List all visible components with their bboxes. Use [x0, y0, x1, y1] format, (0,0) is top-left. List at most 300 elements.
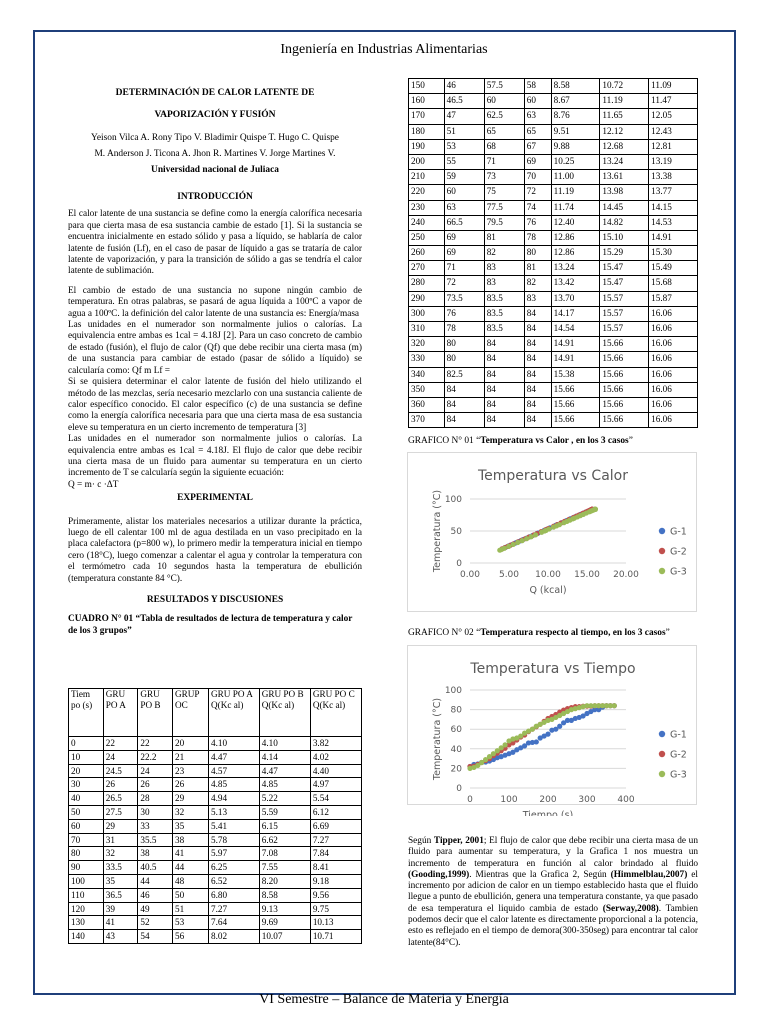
table-cell: 33: [138, 819, 173, 833]
data-point-g3: [511, 542, 516, 547]
table-cell: 53: [444, 139, 484, 154]
table-cell: 84: [524, 337, 551, 352]
table-cell: 13.70: [551, 291, 600, 306]
table-cell: 84: [444, 382, 484, 397]
university: Universidad nacional de Juliaca: [151, 165, 279, 175]
x-tick-label: 20.00: [613, 570, 639, 580]
table-row: [409, 322, 698, 337]
table-cell: 65: [524, 124, 551, 139]
table-cell: 35: [173, 819, 209, 833]
legend-label-g2: G-2: [670, 546, 687, 558]
table-cell: 13.42: [551, 276, 600, 291]
table-cell: 28: [138, 792, 173, 806]
table-cell: 84: [524, 397, 551, 412]
results-table-part2: [408, 78, 698, 428]
table-cell: 13.24: [551, 261, 600, 276]
y-tick-label: 40: [450, 744, 462, 755]
table-cell: 69: [444, 246, 484, 261]
table-cell: 57.5: [484, 79, 524, 94]
table-cell: 7.27: [310, 833, 361, 847]
table-cell: 9.75: [310, 902, 361, 916]
table-cell: 8.58: [259, 888, 310, 902]
table-cell: 83.5: [484, 322, 524, 337]
table-cell: 12.86: [551, 246, 600, 261]
table-cell: 56: [173, 930, 209, 944]
table-cell: 16.06: [649, 352, 698, 367]
y-tick-label: 100: [444, 686, 462, 696]
experimental-paragraph: Primeramente, alistar los materiales necesarios a utilizar durante la práctica, luego de ell calentar 100 ml de agua destilada en un vaso precipitado en la placa calefactora (p=800 w), lo primero medir la temperatura inicial en tiempo cero (18°C), luego comenzar a calentar el agua y controlar la temperatura con el termómetro cada 10 segundos hasta la temperatura de ebullición (temperatura constante 84 °C).: [68, 516, 362, 584]
table-cell: 77.5: [484, 200, 524, 215]
paper-title-line1: DETERMINACIÓN DE CALOR LATENTE DE: [115, 88, 315, 98]
x-tick-label: 100: [500, 795, 518, 805]
table-cell: 16.06: [649, 382, 698, 397]
table-cell: 7.55: [259, 861, 310, 875]
table-cell: 12.68: [600, 139, 649, 154]
intro-paragraph-2: El cambio de estado de una sustancia no supone ningún cambio de temperatura. En otras palabras, se pasará de agua líquida a 100ºC a vapor de agua a 100ºC. la definición del calor latente de una sustancia es: Energía/masa: [68, 285, 362, 319]
table-cell: 12.81: [649, 139, 698, 154]
table-cell: 140: [69, 930, 104, 944]
legend-label-g3: G-3: [670, 566, 687, 578]
table-cell: 180: [409, 124, 445, 139]
data-point-g1: [545, 732, 550, 737]
table-cell: 26: [103, 778, 138, 792]
table-cell: 83: [524, 291, 551, 306]
table-cell: 60: [484, 94, 524, 109]
table-cell: 9.18: [310, 874, 361, 888]
x-tick-label: 400: [617, 795, 635, 805]
data-point-g3: [593, 507, 598, 512]
table-cell: 38: [173, 833, 209, 847]
table-header-cell: GRU PO A: [103, 689, 138, 737]
data-point-g3: [529, 534, 534, 539]
graph1-caption-title: Temperatura vs Calor , en los 3 casos: [480, 436, 629, 446]
table-cell: 63: [444, 200, 484, 215]
table-cell: 5.97: [209, 847, 260, 861]
table-cell: 260: [409, 246, 445, 261]
table-cell: 16.06: [649, 413, 698, 428]
table-cell: 8.41: [310, 861, 361, 875]
table-cell: 11.00: [551, 170, 600, 185]
table-cell: 100: [69, 874, 104, 888]
table-cell: 47: [444, 109, 484, 124]
legend-marker-g1: [659, 528, 665, 534]
table-row: [409, 79, 698, 94]
table-cell: 75: [484, 185, 524, 200]
table-cell: 15.66: [551, 382, 600, 397]
table-cell: 36.5: [103, 888, 138, 902]
chart-temp-vs-time: [407, 645, 697, 816]
data-point-g3: [524, 536, 529, 541]
table-cell: 5.54: [310, 792, 361, 806]
graph1-caption-end: ”: [628, 436, 633, 446]
table-cell: 15.66: [600, 413, 649, 428]
table-cell: 63: [524, 109, 551, 124]
table-cell: 84: [484, 413, 524, 428]
table-cell: 4.47: [259, 764, 310, 778]
table-cell: 14.82: [600, 215, 649, 230]
table-cell: 55: [444, 154, 484, 169]
citation-tipper: Tipper, 2001: [433, 836, 484, 846]
legend-label-g1: G-1: [670, 729, 687, 741]
table-cell: 23: [173, 764, 209, 778]
table-cell: 80: [69, 847, 104, 861]
table-cell: 15.38: [551, 367, 600, 382]
y-tick-label: 60: [450, 725, 462, 736]
table-cell: 83.5: [484, 291, 524, 306]
table-cell: 4.94: [209, 792, 260, 806]
data-point-g1: [534, 739, 539, 744]
table-cell: 4.97: [310, 778, 361, 792]
table-cell: 4.85: [259, 778, 310, 792]
table-cell: 43: [103, 930, 138, 944]
table-cell: 370: [409, 413, 445, 428]
table-cell: 74: [524, 200, 551, 215]
table-cell: 15.68: [649, 276, 698, 291]
table-cell: 67: [524, 139, 551, 154]
table-cell: 6.80: [209, 888, 260, 902]
table-cell: 84: [484, 337, 524, 352]
table-cell: 9.88: [551, 139, 600, 154]
table-cell: 80: [444, 337, 484, 352]
table-cell: 11.19: [551, 185, 600, 200]
table-cell: 0: [69, 737, 104, 751]
table-cell: 44: [138, 874, 173, 888]
table-cell: 4.10: [209, 737, 260, 751]
table-cell: 15.30: [649, 246, 698, 261]
table-cell: 12.05: [649, 109, 698, 124]
data-point-g3: [506, 544, 511, 549]
table-cell: 50: [69, 805, 104, 819]
table-cell: 9.13: [259, 902, 310, 916]
table-cell: 190: [409, 139, 445, 154]
table-cell: 79.5: [484, 215, 524, 230]
table-header-cell: Tiem po (s): [69, 689, 104, 737]
table-cell: 4.47: [209, 750, 260, 764]
table-cell: 72: [444, 276, 484, 291]
x-axis-label: Q (kcal): [529, 585, 567, 596]
table-cell: 220: [409, 185, 445, 200]
data-point-g1: [557, 724, 562, 729]
table-cell: 22: [103, 737, 138, 751]
table-cell: 11.19: [600, 94, 649, 109]
table-header-row: [69, 689, 362, 737]
table-cell: 8.02: [209, 930, 260, 944]
table-cell: 35: [103, 874, 138, 888]
table-cell: 280: [409, 276, 445, 291]
experimental-heading: EXPERIMENTAL: [177, 493, 253, 504]
table-cell: 24: [138, 764, 173, 778]
table-cell: 15.57: [600, 291, 649, 306]
table-cell: 54: [138, 930, 173, 944]
table-row: [69, 902, 362, 916]
table-row: [409, 124, 698, 139]
table-cell: 10.25: [551, 154, 600, 169]
table-row: [69, 778, 362, 792]
table-cell: 84: [484, 352, 524, 367]
table-cell: 14.53: [649, 215, 698, 230]
citation-serway: (Serway,2008): [602, 903, 659, 914]
table-row: [69, 888, 362, 902]
chart-title: Temperatura vs Calor: [477, 468, 629, 484]
table-cell: 29: [103, 819, 138, 833]
page-header: Ingeniería en Industrias Alimentarias: [280, 42, 488, 57]
table-header-cell: GRU PO C Q(Kc al): [310, 689, 361, 737]
table-cell: 82: [524, 276, 551, 291]
table-cell: 13.19: [649, 154, 698, 169]
table-row: [409, 139, 698, 154]
table-cell: 12.12: [600, 124, 649, 139]
table-cell: 49: [138, 902, 173, 916]
chart-temp-vs-heat-svg: [408, 453, 698, 613]
table-cell: 83: [484, 276, 524, 291]
table-cell: 73.5: [444, 291, 484, 306]
table-cell: 13.98: [600, 185, 649, 200]
table-cell: 14.45: [600, 200, 649, 215]
chart-temp-vs-heat: [407, 452, 697, 612]
data-point-g3: [520, 538, 525, 543]
table-header-cell: GRU PO B Q(Kc al): [259, 689, 310, 737]
table-cell: 73: [484, 170, 524, 185]
table-cell: 270: [409, 261, 445, 276]
table-cell: 81: [524, 261, 551, 276]
table-cell: 15.10: [600, 230, 649, 245]
intro-paragraph-5: Las unidades en el numerador son normalmente julios o calorías. La equivalencia entre ambas es 1cal = 4.18J. El flujo de calor que debe recibir una cierta masa de un fluido para aumentar su temperatura en un cierto incremento de T se calcularía según la siguiente ecuación:: [68, 434, 362, 479]
table-cell: 60: [524, 94, 551, 109]
table-cell: 66.5: [444, 215, 484, 230]
table-cell: 40.5: [138, 861, 173, 875]
table-cell: 340: [409, 367, 445, 382]
intro-paragraph-1: El calor latente de una sustancia se define como la energía calorífica necesaria para que cierta masa de esa sustancia cambie de estado [1]. Si la sustancia se encuentra inicialmente en estado sólido y pasa a líquido, se hablaría de calor latente de fusión (Lf), en el caso de pasar de líquido a gas se trataría de calor latente de vaporización, y para la transición de sólido a gas se tendría el calor latente de sublimación.: [68, 209, 362, 277]
table-row: [409, 337, 698, 352]
table-cell: 14.54: [551, 322, 600, 337]
legend-label-g3: G-3: [670, 769, 687, 781]
legend-marker-g2: [659, 548, 665, 554]
table-caption: [68, 614, 362, 637]
table-cell: 84: [444, 413, 484, 428]
graph1-caption-label: GRAFICO N° 01 “: [408, 436, 481, 446]
table-cell: 84: [444, 397, 484, 412]
table-cell: 41: [173, 847, 209, 861]
data-point-g3: [557, 522, 562, 527]
authors-line1: Yeison Vilca A. Rony Tipo V. Bladimir Quispe T. Hugo C. Quispe: [91, 133, 339, 143]
table-cell: 4.85: [209, 778, 260, 792]
table-cell: 90: [69, 861, 104, 875]
table-cell: 15.66: [600, 352, 649, 367]
y-axis-label: Temperatura (°C): [432, 697, 443, 781]
y-tick-label: 100: [444, 495, 462, 505]
legend-marker-g3: [659, 568, 665, 574]
table-cell: 16.06: [649, 337, 698, 352]
table-cell: 5.41: [209, 819, 260, 833]
table-cell: 200: [409, 154, 445, 169]
table-row: [409, 397, 698, 412]
graph2-caption: [408, 628, 670, 638]
data-point-g3: [533, 532, 538, 537]
table-row: [409, 352, 698, 367]
x-tick-label: 15.00: [574, 570, 600, 580]
table-cell: 82.5: [444, 367, 484, 382]
table-cell: 38: [138, 847, 173, 861]
citation-himmelblau: (Himmelblau,2007): [610, 869, 688, 880]
y-tick-label: 80: [450, 705, 462, 716]
table-row: [69, 833, 362, 847]
graph2-caption-end: ”: [665, 628, 670, 638]
table-row: [409, 109, 698, 124]
table-cell: 290: [409, 291, 445, 306]
table-cell: 58: [524, 79, 551, 94]
chart-temp-vs-time-svg: [408, 646, 698, 816]
table-cell: 69: [524, 154, 551, 169]
data-point-g3: [515, 540, 520, 545]
table-cell: 15.29: [600, 246, 649, 261]
table-cell: 22: [138, 737, 173, 751]
table-cell: 16.06: [649, 322, 698, 337]
table-cell: 32: [173, 805, 209, 819]
table-cell: 51: [444, 124, 484, 139]
table-cell: 12.86: [551, 230, 600, 245]
table-cell: 78: [524, 230, 551, 245]
table-cell: 16.06: [649, 367, 698, 382]
table-cell: 14.91: [551, 352, 600, 367]
x-axis-label: Tiempo (s): [522, 810, 574, 816]
table-cell: 240: [409, 215, 445, 230]
table-cell: 84: [484, 382, 524, 397]
table-cell: 10.72: [600, 79, 649, 94]
discussion-text-g: el incremento por adicion de calor en un tiempo establecido hasta que el fluido llegue a punto de ebullición, genera una temperatura constante, ya que pasado de esa temperatura el liquido cambia de estado: [408, 869, 698, 914]
table-cell: 170: [409, 109, 445, 124]
results-table-part1: [68, 688, 362, 944]
table-cell: 81: [484, 230, 524, 245]
table-cell: 84: [484, 367, 524, 382]
table-row: [69, 861, 362, 875]
chart-title: Temperatura vs Tiempo: [470, 661, 636, 677]
table-row: [69, 792, 362, 806]
table-caption-label: CUADRO N° 01 “: [68, 614, 141, 625]
table-cell: 7.27: [209, 902, 260, 916]
table-row: [69, 750, 362, 764]
x-tick-label: 0.00: [459, 570, 481, 580]
table-cell: 250: [409, 230, 445, 245]
table-cell: 15.49: [649, 261, 698, 276]
table-cell: 15.66: [600, 397, 649, 412]
discussion-paragraph: [408, 836, 698, 949]
table-row: [69, 874, 362, 888]
table-cell: 65: [484, 124, 524, 139]
table-cell: 8.58: [551, 79, 600, 94]
table-cell: 11.74: [551, 200, 600, 215]
table-cell: 15.87: [649, 291, 698, 306]
table-cell: 230: [409, 200, 445, 215]
table-cell: 7.08: [259, 847, 310, 861]
table-cell: 46: [138, 888, 173, 902]
results-heading: RESULTADOS Y DISCUSIONES: [146, 595, 284, 605]
table-cell: 24.5: [103, 764, 138, 778]
table-cell: 13.77: [649, 185, 698, 200]
table-cell: 70: [69, 833, 104, 847]
x-tick-label: 200: [539, 795, 557, 805]
table-cell: 12.40: [551, 215, 600, 230]
y-tick-label: 20: [450, 764, 462, 775]
table-row: [409, 261, 698, 276]
table-cell: 4.40: [310, 764, 361, 778]
table-cell: 15.47: [600, 261, 649, 276]
table-cell: 84: [524, 367, 551, 382]
table-row: [69, 819, 362, 833]
table-cell: 13.24: [600, 154, 649, 169]
table-cell: 5.22: [259, 792, 310, 806]
table-cell: 41: [103, 916, 138, 930]
data-point-g3: [502, 546, 507, 551]
table-cell: 84: [524, 413, 551, 428]
y-tick-label: 50: [450, 527, 462, 537]
table-cell: 360: [409, 397, 445, 412]
table-row: [409, 306, 698, 321]
table-cell: 78: [444, 322, 484, 337]
y-tick-label: 0: [456, 559, 462, 569]
table-row: [409, 413, 698, 428]
table-row: [409, 200, 698, 215]
table-cell: 14.91: [649, 230, 698, 245]
table-cell: 8.67: [551, 94, 600, 109]
table-cell: 52: [138, 916, 173, 930]
table-cell: 83: [484, 261, 524, 276]
table-cell: 4.14: [259, 750, 310, 764]
table-cell: 33.5: [103, 861, 138, 875]
table-cell: 26.5: [103, 792, 138, 806]
table-cell: 71: [484, 154, 524, 169]
table-row: [409, 276, 698, 291]
table-cell: 10.07: [259, 930, 310, 944]
table-row: [69, 930, 362, 944]
table-cell: 350: [409, 382, 445, 397]
table-cell: 9.56: [310, 888, 361, 902]
table-row: [409, 367, 698, 382]
table-cell: 10: [69, 750, 104, 764]
table-cell: 4.02: [310, 750, 361, 764]
table-cell: 84: [524, 352, 551, 367]
table-cell: 80: [444, 352, 484, 367]
graph2-caption-title: Temperatura respecto al tiempo, en los 3 casos: [480, 628, 666, 638]
table-cell: 84: [524, 382, 551, 397]
legend-label-g2: G-2: [670, 749, 687, 761]
table-cell: 82: [484, 246, 524, 261]
table-cell: 15.66: [600, 367, 649, 382]
table-cell: 62.5: [484, 109, 524, 124]
table-cell: 15.66: [551, 413, 600, 428]
table-cell: 150: [409, 79, 445, 94]
equation: Q = m· c ·ΔT: [68, 479, 119, 490]
discussion-text-e: . Mientras que la Grafica 2, Según: [469, 869, 611, 880]
table-cell: 6.25: [209, 861, 260, 875]
table-cell: 13.38: [649, 170, 698, 185]
discussion-text-c: ; El flujo de calor que debe recibir una cierta masa de un fluido para aumentar su temperatura, y la Grafica 1 nos muestra un incremento de temperatura en función al calor brindado al fluido: [408, 836, 698, 869]
y-tick-label: 0: [456, 784, 462, 794]
table-cell: 4.10: [259, 737, 310, 751]
intro-heading: INTRODUCCIÓN: [177, 192, 253, 202]
table-cell: 16.06: [649, 306, 698, 321]
table-row: [409, 291, 698, 306]
graph2-caption-label: GRAFICO N° 02 “: [408, 628, 481, 638]
table-cell: 31: [103, 833, 138, 847]
graph1-caption: [408, 436, 633, 446]
table-cell: 15.57: [600, 306, 649, 321]
table-cell: 6.12: [310, 805, 361, 819]
table-cell: 48: [173, 874, 209, 888]
table-cell: 30: [69, 778, 104, 792]
table-cell: 310: [409, 322, 445, 337]
citation-gooding: (Gooding,1999): [408, 869, 470, 880]
table-cell: 46.5: [444, 94, 484, 109]
